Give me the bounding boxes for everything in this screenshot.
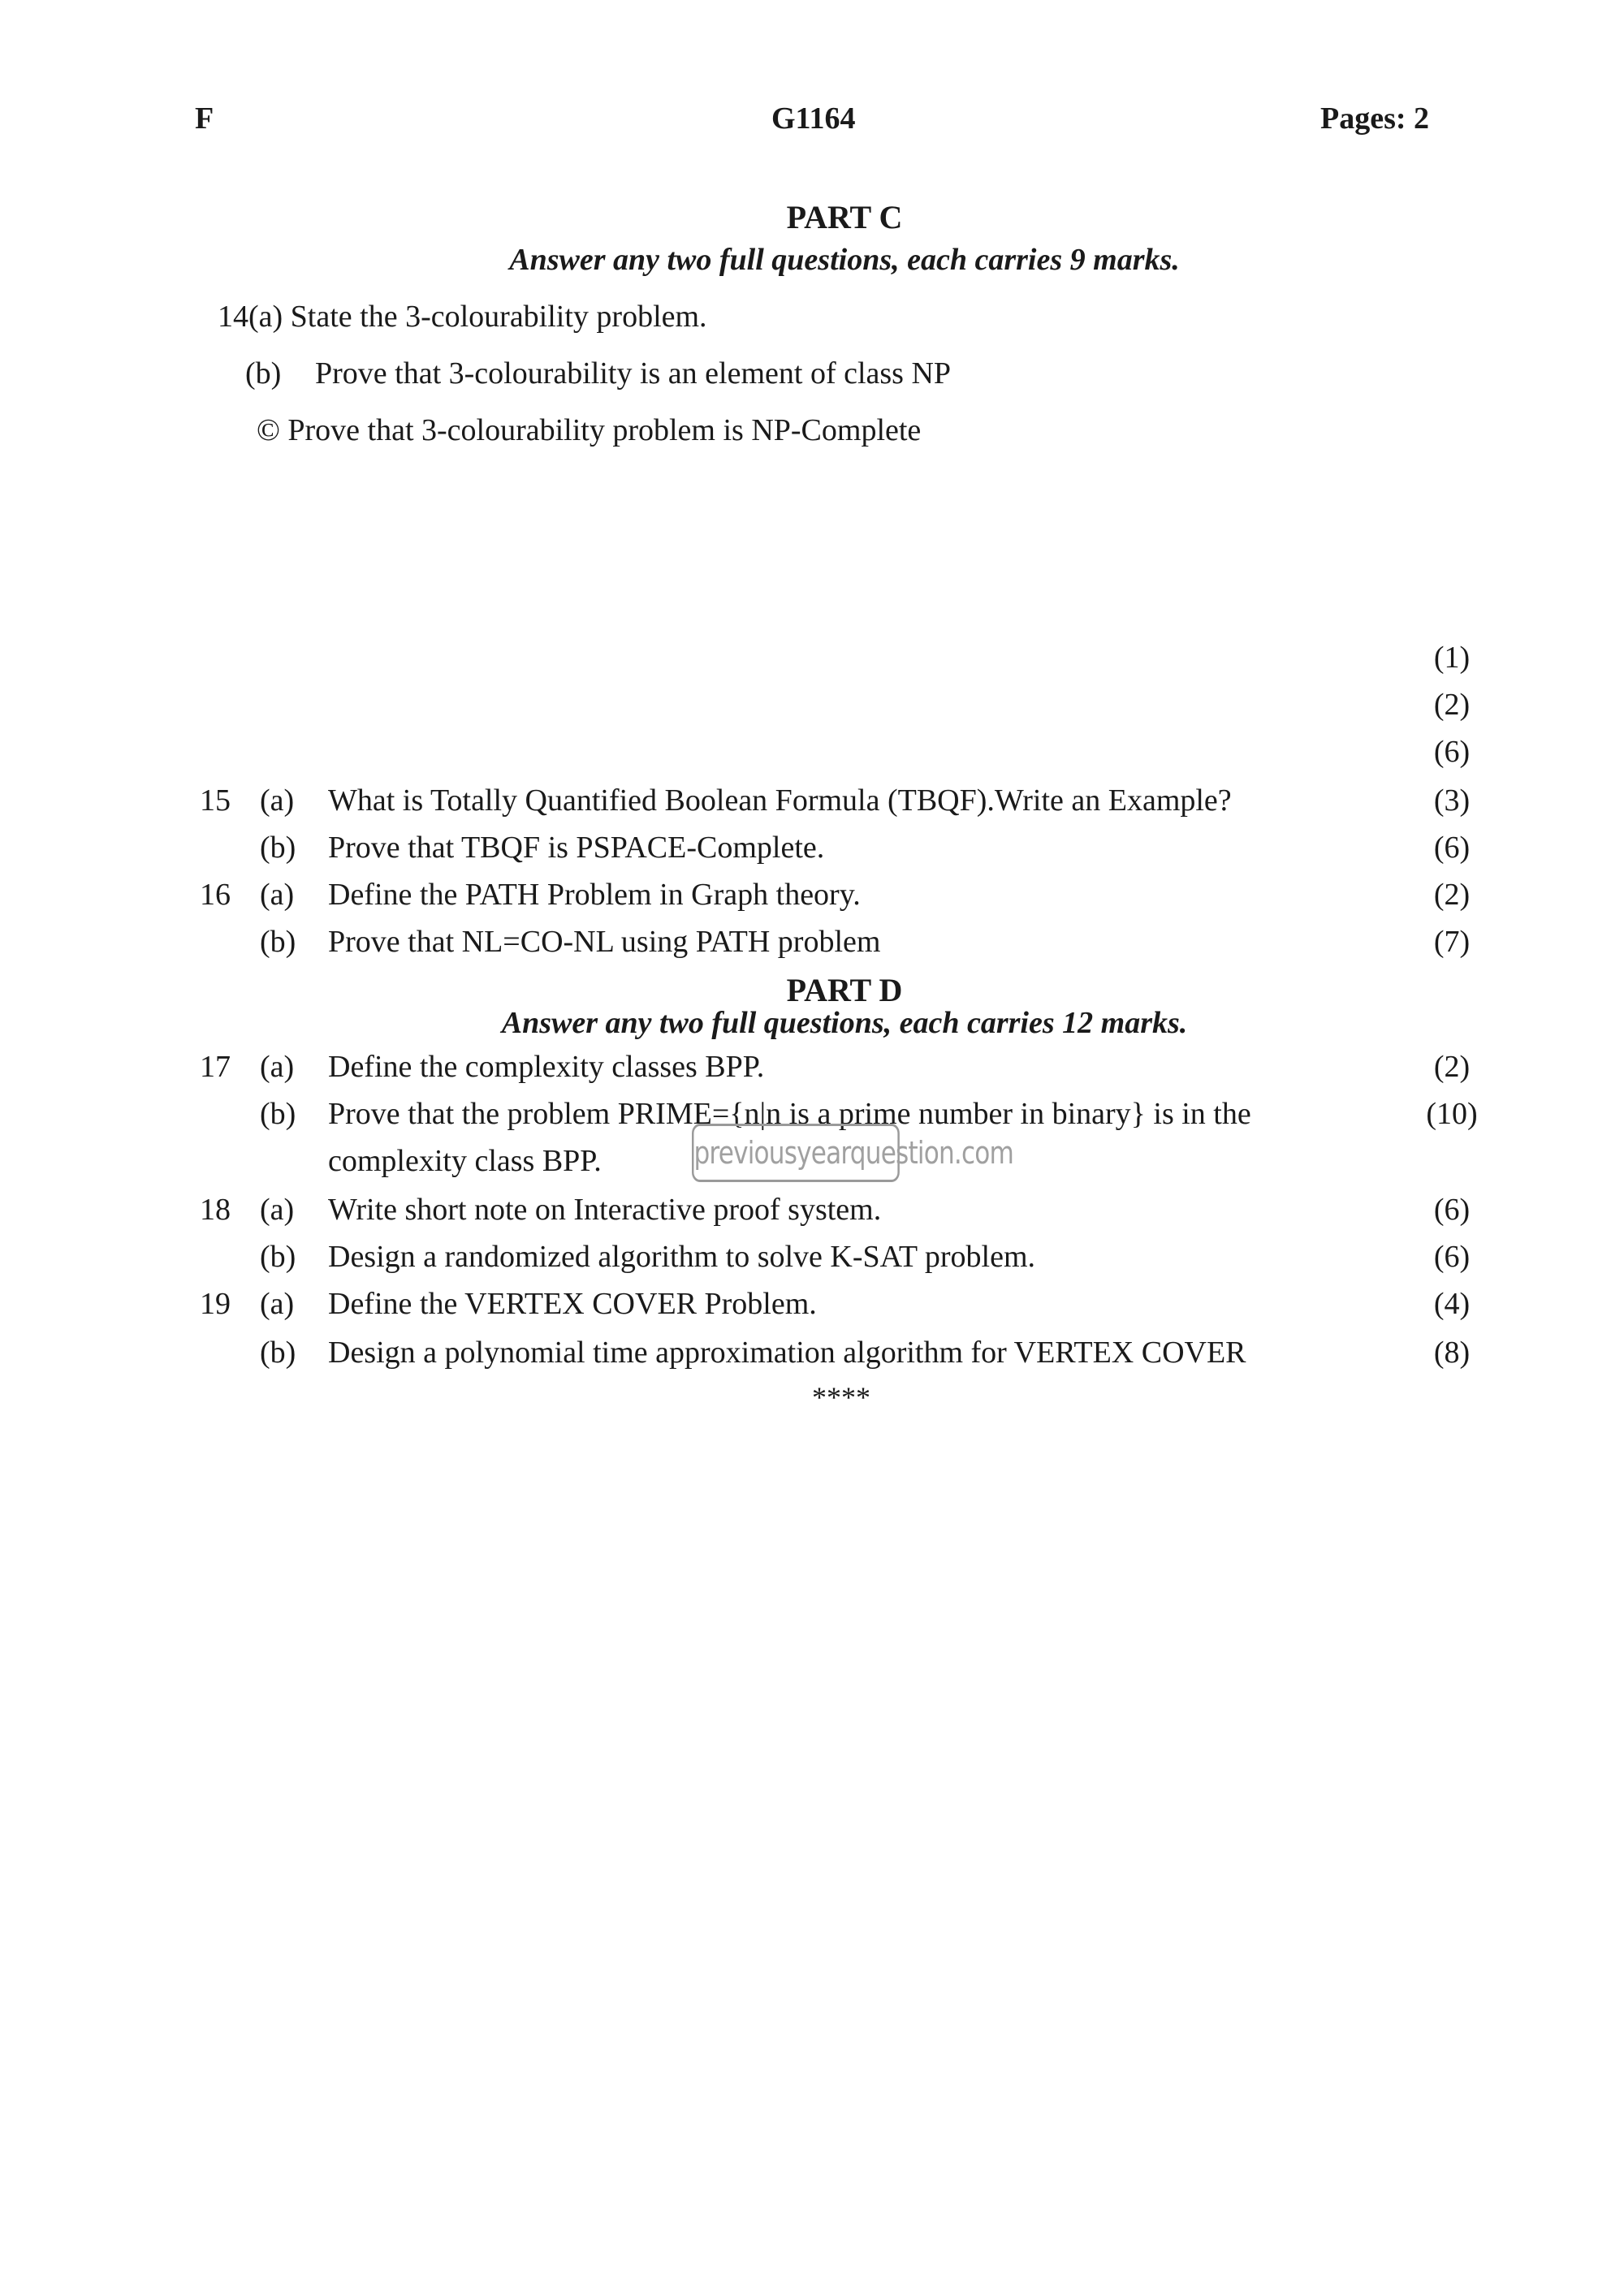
q18b-text: Design a randomized algorithm to solve K-SAT problem. <box>328 1240 1036 1274</box>
q19b-text: Design a polynomial time approximation algorithm for VERTEX COVER <box>328 1336 1246 1370</box>
end-of-paper-mark: **** <box>812 1381 870 1413</box>
q19-number: 19 <box>200 1287 231 1321</box>
q16-number: 16 <box>200 878 231 912</box>
q19a-label: (a) <box>260 1287 295 1321</box>
q16a-label: (a) <box>260 878 295 912</box>
part-d-instruction: Answer any two full questions, each carries 12 marks. <box>501 1006 1188 1040</box>
q18a-label: (a) <box>260 1193 295 1227</box>
header-paper-code: G1164 <box>771 101 856 136</box>
q14b-label: (b) <box>245 356 282 391</box>
q15b-text: Prove that TBQF is PSPACE-Complete. <box>328 831 825 865</box>
watermark-stamp: previousyearquestion.com <box>692 1124 900 1182</box>
q17a-text: Define the complexity classes BPP. <box>328 1050 765 1084</box>
q14a-marks: (1) <box>1433 641 1471 675</box>
q17b-label: (b) <box>260 1097 296 1131</box>
q17a-label: (a) <box>260 1050 295 1084</box>
q16b-label: (b) <box>260 925 296 959</box>
q19b-label: (b) <box>260 1336 296 1370</box>
q17b-marks: (10) <box>1426 1097 1478 1131</box>
part-c-title: PART C <box>786 199 903 235</box>
q18b-label: (b) <box>260 1240 296 1274</box>
q14b-marks: (2) <box>1433 688 1471 722</box>
q14a-text: 14(a) State the 3-colourability problem. <box>218 300 707 334</box>
q14c-marks: (6) <box>1433 735 1471 769</box>
q19b-marks: (8) <box>1433 1336 1471 1370</box>
q15a-marks: (3) <box>1433 783 1471 818</box>
q16b-marks: (7) <box>1433 925 1471 959</box>
q18a-text: Write short note on Interactive proof system. <box>328 1193 882 1227</box>
q19a-marks: (4) <box>1433 1287 1471 1321</box>
q18a-marks: (6) <box>1433 1193 1471 1227</box>
q15-number: 15 <box>200 783 231 818</box>
q15b-label: (b) <box>260 831 296 865</box>
q17-number: 17 <box>200 1050 231 1084</box>
part-c-instruction: Answer any two full questions, each carries 9 marks. <box>509 243 1180 277</box>
q15b-marks: (6) <box>1433 831 1471 865</box>
q16a-text: Define the PATH Problem in Graph theory. <box>328 878 861 912</box>
q14b-text: Prove that 3-colourability is an element of class NP <box>315 356 952 391</box>
q15a-label: (a) <box>260 783 295 818</box>
header-left: F <box>195 101 214 136</box>
q17b-text-line1: Prove that the problem PRIME={n|n is a prime number in binary} is in the <box>328 1097 1251 1131</box>
q14c-text: © Prove that 3-colourability problem is NP-Complete <box>257 413 922 447</box>
q19a-text: Define the VERTEX COVER Problem. <box>328 1287 817 1321</box>
q17b-text-line2: complexity class BPP. <box>328 1144 602 1178</box>
header-pages: Pages: 2 <box>1320 101 1430 136</box>
q18b-marks: (6) <box>1433 1240 1471 1274</box>
q16b-text: Prove that NL=CO-NL using PATH problem <box>328 925 881 959</box>
q15a-text: What is Totally Quantified Boolean Formula (TBQF).Write an Example? <box>328 783 1232 818</box>
q16a-marks: (2) <box>1433 878 1471 912</box>
part-d-title: PART D <box>786 972 903 1008</box>
q17a-marks: (2) <box>1433 1050 1471 1084</box>
q18-number: 18 <box>200 1193 231 1227</box>
